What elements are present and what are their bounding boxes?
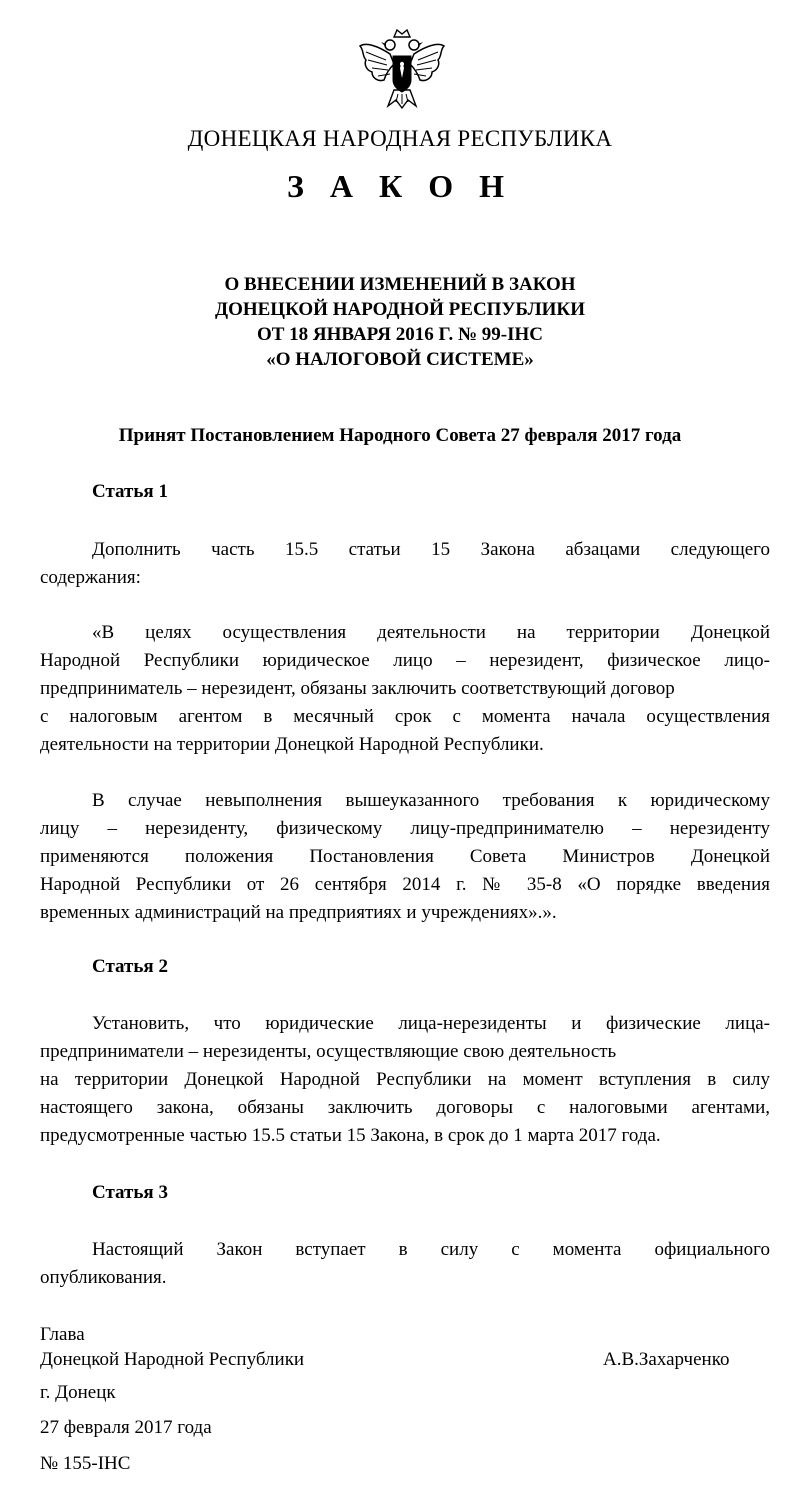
paragraph-line: на территории Донецкой Народной Республики на момент вступления в силу bbox=[40, 1069, 770, 1090]
paragraph-line: настоящего закона, обязаны заключить договоры с налоговыми агентами, bbox=[40, 1097, 770, 1118]
signatory-name: А.В.Захарченко bbox=[603, 1349, 730, 1370]
law-title-line: «О НАЛОГОВОЙ СИСТЕМЕ» bbox=[266, 349, 534, 370]
paragraph-line: с налоговым агентом в месячный срок с момента начала осуществления bbox=[40, 706, 770, 727]
paragraph-line: В случае невыполнения вышеуказанного требования к юридическому bbox=[92, 790, 770, 811]
signing-city: г. Донецк bbox=[40, 1382, 116, 1403]
adoption-note: Принят Постановлением Народного Совета 27 февраля 2017 года bbox=[118, 425, 682, 446]
signatory-position-republic: Донецкой Народной Республики bbox=[40, 1349, 305, 1370]
law-title-line: О ВНЕСЕНИИ ИЗМЕНЕНИЙ В ЗАКОН bbox=[224, 274, 576, 295]
article-1-heading: Статья 1 bbox=[92, 481, 168, 502]
paragraph-line: предприниматели – нерезиденты, осуществляющие свою деятельность bbox=[40, 1041, 617, 1062]
paragraph-line: применяются положения Постановления Совета Министров Донецкой bbox=[40, 846, 770, 867]
article-1-paragraph-2 bbox=[40, 619, 770, 759]
paragraph-line: предприниматель – нерезидент, обязаны заключить соответствующий договор bbox=[40, 678, 675, 699]
document-type-heading: З А К О Н bbox=[287, 168, 513, 204]
signatory-position: Глава bbox=[40, 1324, 85, 1345]
article-1-paragraph-1 bbox=[40, 536, 770, 592]
paragraph-line: Народной Республики от 26 сентября 2014 г. № 35-8 «О порядке введения bbox=[40, 874, 770, 895]
paragraph-line: Народной Республики юридическое лицо – нерезидент, физическое лицо- bbox=[40, 650, 770, 671]
article-2-heading: Статья 2 bbox=[92, 956, 168, 977]
paragraph-line: Дополнить часть 15.5 статьи 15 Закона абзацами следующего bbox=[92, 539, 770, 560]
article-1-paragraph-3 bbox=[40, 787, 770, 927]
paragraph-line: Установить, что юридические лица-нерезиденты и физические лица- bbox=[92, 1013, 770, 1034]
signing-date: 27 февраля 2017 года bbox=[40, 1417, 212, 1438]
article-2-paragraph-1 bbox=[40, 1010, 770, 1150]
paragraph-line: предусмотренные частью 15.5 статьи 15 Закона, в срок до 1 марта 2017 года. bbox=[40, 1125, 661, 1146]
law-title-line: ОТ 18 ЯНВАРЯ 2016 Г. № 99-IНС bbox=[256, 324, 544, 345]
law-number: № 155-IНС bbox=[40, 1453, 131, 1474]
paragraph-line: содержания: bbox=[40, 567, 141, 588]
article-3-heading: Статья 3 bbox=[92, 1182, 168, 1203]
paragraph-line: деятельности на территории Донецкой Народной Республики. bbox=[40, 734, 544, 755]
law-title-line: ДОНЕЦКОЙ НАРОДНОЙ РЕСПУБЛИКИ bbox=[215, 299, 585, 320]
coat-of-arms-emblem bbox=[356, 28, 448, 110]
double-headed-eagle-icon bbox=[356, 28, 448, 110]
paragraph-line: «В целях осуществления деятельности на территории Донецкой bbox=[92, 622, 770, 643]
article-3-paragraph-1 bbox=[40, 1236, 770, 1292]
law-title bbox=[0, 272, 800, 372]
republic-name: ДОНЕЦКАЯ НАРОДНАЯ РЕСПУБЛИКА bbox=[187, 126, 613, 151]
paragraph-line: временных администраций на предприятиях и учреждениях».». bbox=[40, 902, 557, 923]
paragraph-line: Настоящий Закон вступает в силу с момента официального bbox=[92, 1239, 770, 1260]
paragraph-line: лицу – нерезиденту, физическому лицу-предпринимателю – нерезиденту bbox=[40, 818, 770, 839]
paragraph-line: опубликования. bbox=[40, 1267, 167, 1288]
